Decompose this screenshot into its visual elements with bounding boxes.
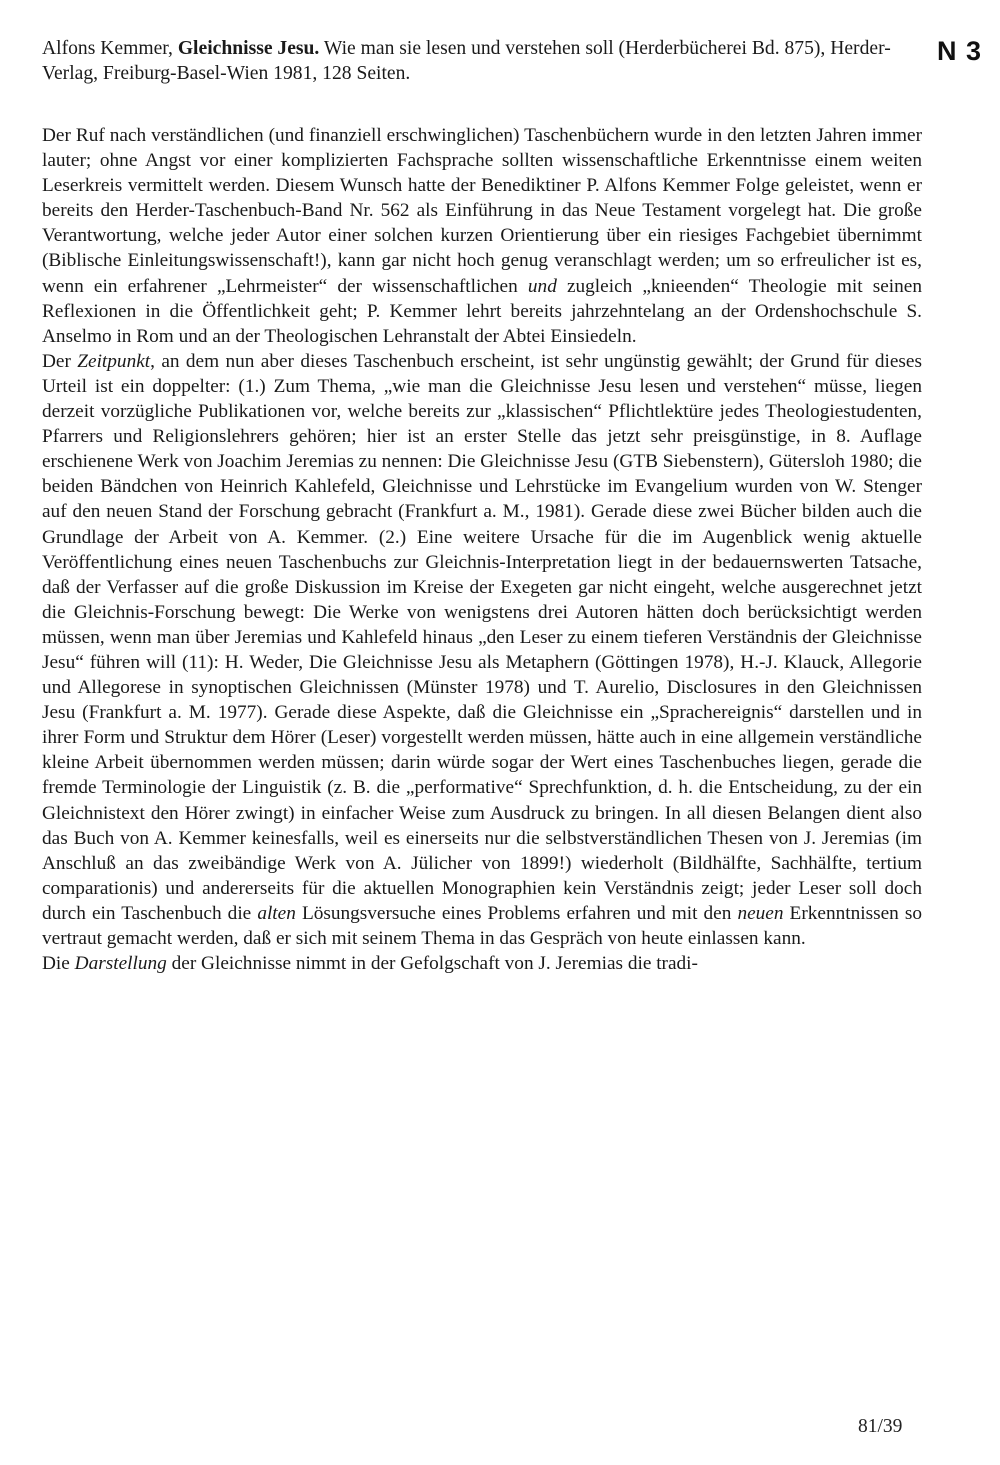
text-run: zugleich „knieenden“ Theologie mit seinen Reflexionen in die Öffentlichkeit geht; P. Kemmer lehrt bereits jahrzehntelang an der Ordenshochschule S. Anselmo in Rom und an der Theologischen Lehranstalt der Abtei Einsiedeln. bbox=[42, 275, 922, 347]
header-title: Gleichnisse Jesu. bbox=[177, 38, 320, 59]
text-run: Erkenntnissen so vertraut gemacht werden, daß er sich mit seinem Thema in das Gespräch von heute einlassen kann. bbox=[42, 902, 923, 949]
text-run: der Gleichnisse nimmt in der Gefolgschaft von J. Jeremias die tradi- bbox=[166, 953, 698, 975]
section-badge: N 3 bbox=[937, 36, 983, 66]
emphasized-word: Darstellung bbox=[74, 953, 167, 975]
paragraph-3 bbox=[42, 951, 922, 976]
paragraph-1 bbox=[42, 123, 922, 349]
emphasized-word: und bbox=[527, 275, 557, 297]
header-details: Wie man sie lesen und verstehen soll (Herderbücherei Bd. 875), Herder-Verlag, Freiburg-Basel-Wien 1981, 128 Seiten. bbox=[42, 38, 891, 84]
bibliographic-header bbox=[42, 36, 932, 86]
header-author: Alfons Kemmer, bbox=[42, 38, 173, 59]
text-run: Der Ruf nach verständlichen (und finanziell erschwinglichen) Taschenbüchern wurde in den letzten Jahren immer lauter; ohne Angst vor einer komplizierten Fachsprache sollten wissenschaftliche Erkenntnisse einem weiten Leserkreis vermittelt werden. Diesem Wunsch hatte der Benediktiner P. Alfons Kemmer Folge geleistet, wenn er bereits den Herder-Taschenbuch-Band Nr. 562 als Einführung in das Neue Testament vorgelegt hat. Die große Verantwortung, welche jeder Autor einer solchen kurzen Orientierung über ein riesiges Fachgebiet übernimmt (Biblische Einleitungswissenschaft!), kann gar nicht hoch genug veranschlagt werden; um so erfreulicher ist es, wenn ein erfahrener „Lehrmeister“ der wissenschaftlichen bbox=[42, 125, 922, 297]
text-run: Die bbox=[42, 953, 75, 975]
paragraph-2 bbox=[42, 349, 922, 951]
emphasized-word: Zeitpunkt bbox=[77, 350, 151, 372]
emphasized-word: neuen bbox=[737, 902, 784, 924]
text-run: Lösungsversuche eines Problems erfahren und mit den bbox=[295, 902, 738, 924]
text-run: , an dem nun aber dieses Taschenbuch erscheint, ist sehr ungünstig gewählt; der Grund für dieses Urteil ist ein doppelter: (1.) Zum Thema, „wie man die Gleichnisse Jesu lesen und verstehen“ müsse, liegen derzeit vorzügliche Publikationen vor, welche bereits zur „klassischen“ Pflichtlektüre jedes Theologiestudenten, Pfarrers und Religionslehrers gehören; hier ist an erster Stelle das jetzt sehr preisgünstige, in 8. Auflage erschienene Werk von Joachim Jeremias zu nennen: Die Gleichnisse Jesu (GTB Siebenstern), Gütersloh 1980; die beiden Bändchen von Heinrich Kahlefeld, Gleichnisse und Lehrstücke im Evangelium wurden von W. Stenger auf den neuen Stand der Forschung gebracht (Frankfurt a. M., 1981). Gerade diese zwei Bücher bilden auch die Grundlage der Arbeit von A. Kemmer. (2.) Eine weitere Ursache für die im Augenblick wenig aktuelle Veröffentlichung eines neuen Taschenbuchs zur Gleichnis-Interpretation liegt in der bedauernswerten Tatsache, daß der Verfasser auf die große Diskussion im Kreise der Exegeten gar nicht eingeht, welche ausgerechnet jetzt die Gleichnis-Forschung bewegt: Die Werke von wenigstens drei Autoren hätten doch berücksichtigt werden müssen, wenn man über Jeremias und Kahlefeld hinaus „den Leser zu einem tieferen Verständnis der Gleichnisse Jesu“ führen will (11): H. Weder, Die Gleichnisse Jesu als Metaphern (Göttingen 1978), H.-J. Klauck, Allegorie und Allegorese in synoptischen Gleichnissen (Münster 1978) und T. Aurelio, Disclosures in den Gleichnissen Jesu (Frankfurt a. M. 1977). Gerade diese Aspekte, daß die Gleichnisse ein „Sprachereignis“ darstellen und in ihrer Form und Struktur dem Hörer (Leser) vorgestellt werden müssen, hätte auch in eine allgemein verständliche kleine Arbeit übernommen werden müssen; darin würde sogar der Wert eines Taschenbuches liegen, gerade die fremde Terminologie der Linguistik (z. B. die „performative“ Sprechfunktion, d. h. die Entscheidung, zu der ein Gleichnistext den Hörer zwingt) in einfacher Weise zum Ausdruck zu bringen. In all diesen Belangen dient also das Buch von A. Kemmer keinesfalls, weil es einerseits nur die selbstverständlichen Thesen von J. Jeremias (im Anschluß an das zweibändige Werk von A. Jülicher von 1899!) wiederholt (Bildhälfte, Sachhälfte, tertium comparationis) und andererseits für die aktuellen Monographien kein Verständnis zeigt; jeder Leser soll doch durch ein Taschenbuch die bbox=[42, 350, 922, 924]
review-body bbox=[42, 123, 922, 976]
page-number: 81/39 bbox=[858, 1416, 903, 1437]
text-run: Der bbox=[42, 350, 78, 372]
emphasized-word: alten bbox=[257, 902, 296, 924]
